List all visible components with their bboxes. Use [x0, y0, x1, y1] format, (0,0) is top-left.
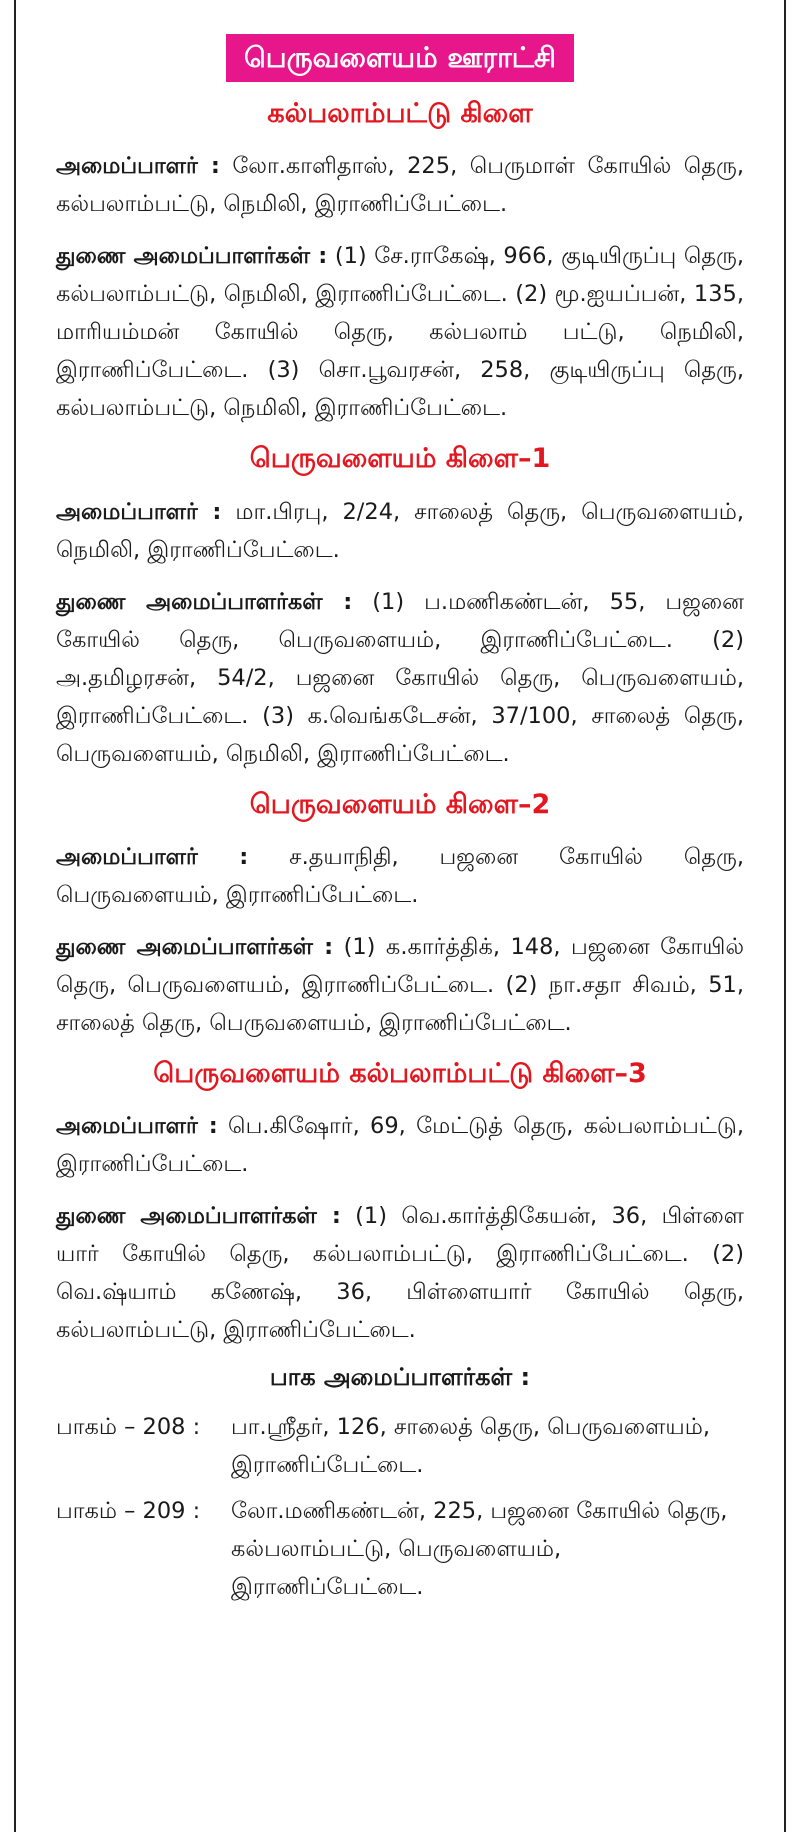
booth-text: பா.ஸ்ரீதர், 126, சாலைத் தெரு, பெருவளையம், இராணிப்பேட்டை.: [231, 1413, 710, 1478]
deputies-entry: [56, 1197, 744, 1349]
section-title: கல்பலாம்பட்டு கிளை: [267, 98, 533, 130]
deputies-label: துணை அமைப்பாளர்கள் :: [56, 588, 353, 615]
organizer-text: பெ.கிஷோர், 69, மேட்டுத் தெரு, கல்பலாம்பட்டு, இராணிப்பேட்டை.: [56, 1112, 744, 1177]
organizer-label: அமைப்பாளர் :: [56, 843, 249, 870]
deputies-entry: [56, 928, 744, 1042]
organizer-entry: [56, 493, 744, 569]
section-title: பெருவளையம் கல்பலாம்பட்டு கிளை–3: [153, 1057, 647, 1089]
organizer-entry: [56, 147, 744, 223]
deputies-label: துணை அமைப்பாளர்கள் :: [56, 933, 334, 960]
booth-label: பாகம் – 208 :: [56, 1413, 201, 1440]
document-content: [16, 0, 784, 1606]
deputies-label: துணை அமைப்பாளர்கள் :: [56, 243, 328, 270]
deputies-text: (1) வெ.கார்த்திகேயன், 36, பிள்ளை யார் கோயில் தெரு, கல்பலாம்பட்டு, இராணிப்பேட்டை. (2) வெ.ஷ்யாம் கணேஷ், 36, பிள்ளையார் கோயில் தெரு, கல்பலாம்பட்டு, இராணிப்பேட்டை.: [56, 1202, 744, 1343]
deputies-text: (1) ப.மணிகண்டன், 55, பஜனை கோயில் தெரு, பெருவளையம், இராணிப்பேட்டை. (2) அ.தமிழரசன், 54/2, பஜனை கோயில் தெரு, பெருவளையம், இராணிப்பேட்டை. (3) க.வெங்கடேசன், 37/100, சாலைத் தெரு, பெருவளையம், நெமிலி, இராணிப்பேட்டை.: [56, 588, 744, 767]
organizer-entry: [56, 1107, 744, 1183]
deputies-label: துணை அமைப்பாளர்கள் :: [56, 1202, 341, 1229]
organizer-entry: [56, 838, 744, 914]
document-frame: [14, 0, 786, 1832]
booth-text: லோ.மணிகண்டன், 225, பஜனை கோயில் தெரு, கல்பலாம்பட்டு, பெருவளையம், இராணிப்பேட்டை.: [231, 1497, 728, 1600]
deputies-entry: [56, 583, 744, 773]
panchayat-banner: பெருவளையம் ஊராட்சி: [226, 34, 574, 82]
organizer-text: லோ.காளிதாஸ், 225, பெருமாள் கோயில் தெரு, கல்பலாம்பட்டு, நெமிலி, இராணிப்பேட்டை.: [56, 153, 744, 218]
organizer-text: மா.பிரபு, 2/24, சாலைத் தெரு, பெருவளையம், நெமிலி, இராணிப்பேட்டை.: [56, 498, 744, 563]
section-title: பெருவளையம் கிளை–2: [249, 788, 551, 820]
deputies-text: (1) சே.ராகேஷ், 966, குடியிருப்பு தெரு, கல்பலாம்பட்டு, நெமிலி, இராணிப்பேட்டை. (2) மூ.ஐயப்பன், 135, மாரியம்மன் கோயில் தெரு, கல்பலாம் பட்டு, நெமிலி, இராணிப்பேட்டை. (3) சொ.பூவரசன், 258, குடியிருப்பு தெரு, கல்பலாம்பட்டு, நெமிலி, இராணிப்பேட்டை.: [56, 243, 744, 422]
deputies-entry: [56, 237, 744, 427]
booth-label: பாகம் – 209 :: [56, 1497, 201, 1524]
booth-organizers-heading: பாக அமைப்பாளர்கள் :: [269, 1362, 531, 1391]
organizer-label: அமைப்பாளர் :: [56, 153, 220, 180]
organizer-text: ச.தயாநிதி, பஜனை கோயில் தெரு, பெருவளையம், இராணிப்பேட்டை.: [56, 843, 744, 908]
booth-row: [56, 1408, 744, 1484]
booth-row: [56, 1492, 744, 1606]
organizer-label: அமைப்பாளர் :: [56, 1112, 218, 1139]
banner-wrap: [56, 34, 744, 82]
section-title: பெருவளையம் கிளை–1: [249, 443, 551, 475]
organizer-label: அமைப்பாளர் :: [56, 498, 222, 525]
deputies-text: (1) க.கார்த்திக், 148, பஜனை கோயில் தெரு, பெருவளையம், இராணிப்பேட்டை. (2) நா.சதா சிவம், 51, சாலைத் தெரு, பெருவளையம், இராணிப்பேட்டை.: [56, 933, 744, 1036]
